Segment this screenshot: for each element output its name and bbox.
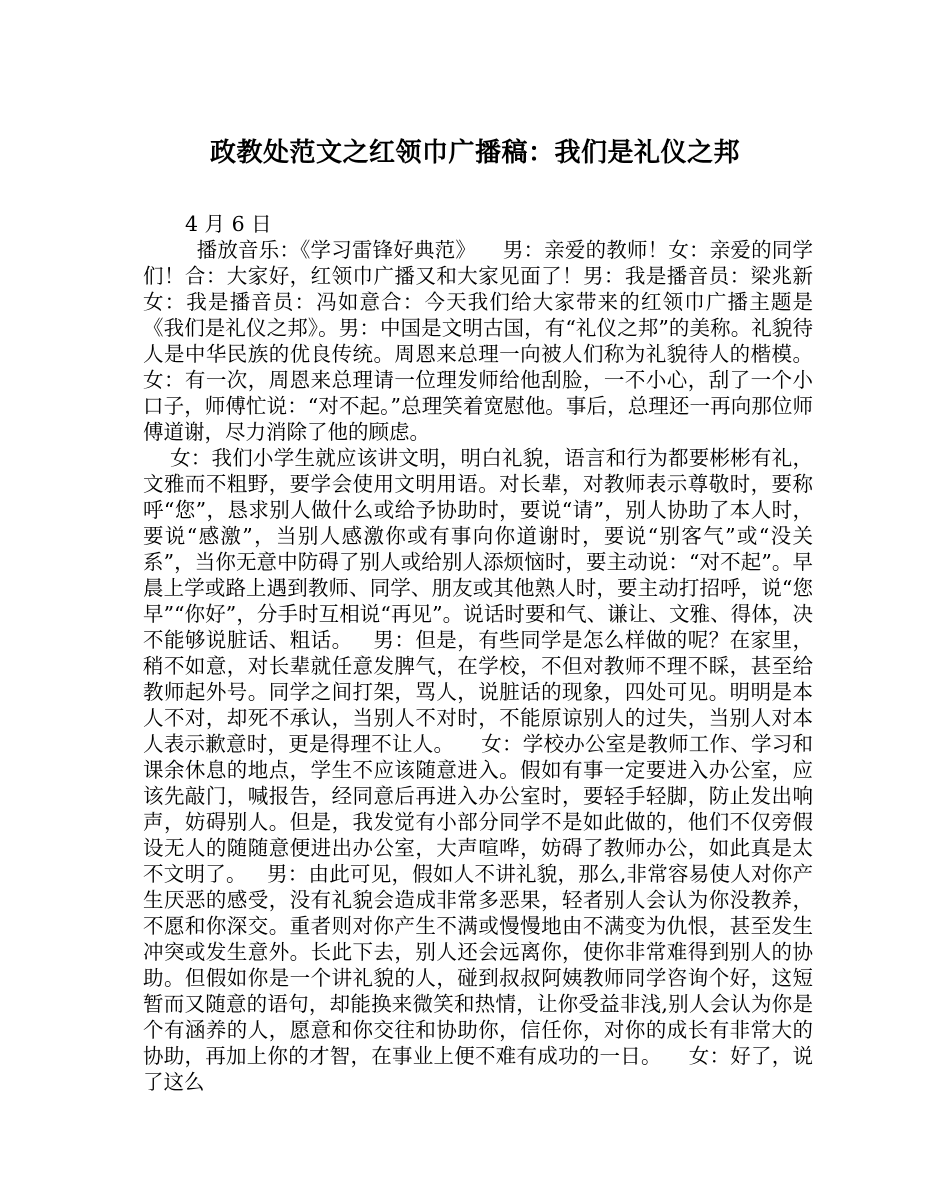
paragraph: 播放音乐：《学习雷锋好典范》 男：亲爱的教师！女：亲爱的同学们！合：大家好，红领巾广播又和大家见面了！男：我是播音员：梁兆新女：我是播音员：冯如意合：今天我们给大家带来的红领巾广播主题是《我们是礼仪之邦》。男：中国是文明古国，有“礼仪之邦”的美称。礼貌待人是中华民族的优良传统。周恩来总理一向被人们称为礼貌待人的楷模。女：有一次，周恩来总理请一位理发师给他刮脸，一不小心，刮了一个小口子，师傅忙说：“对不起。”总理笑着宽慰他。事后，总理还一再向那位师傅道谢，尽力消除了他的顾虑。: [143, 238, 813, 444]
document-date: 4 月 6 日: [185, 212, 272, 236]
document-title: 政教处范文之红领巾广播稿：我们是礼仪之邦: [209, 138, 740, 168]
paragraph: 女：我们小学生就应该讲文明，明白礼貌，语言和行为都要彬彬有礼，文雅而不粗野，要学会使用文明用语。对长辈，对教师表示尊敬时，要称呼“您”，恳求别人做什么或给予协助时，要说“请”，别人协助了本人时，要说“感激”，当别人感激你或有事向你道谢时，要说“别客气”或“没关系”，当你无意中防碍了别人或给别人添烦恼时，要主动说：“对不起”。早晨上学或路上遇到教师、同学、朋友或其他熟人时，要主动打招呼，说“您早”“你好”，分手时互相说“再见”。说话时要和气、谦让、文雅、得体，决不能够说脏话、粗话。 男：但是，有些同学是怎么样做的呢？在家里，稍不如意，对长辈就任意发脾气，在学校，不但对教师不理不睬，甚至给教师起外号。同学之间打架，骂人，说脏话的现象，四处可见。明明是本人不对，却死不承认，当别人不对时，不能原谅别人的过失，当别人对本人表示歉意时，更是得理不让人。 女：学校办公室是教师工作、学习和课余休息的地点，学生不应该随意进入。假如有事一定要进入办公室，应该先敲门，喊报告，经同意后再进入办公室时，要轻手轻脚，防止发出响声，妨碍别人。但是，我发觉有小部分同学不是如此做的，他们不仅旁假设无人的随随意便进出办公室，大声喧哗，妨碍了教师办公，如此真是太不文明了。 男：由此可见，假如人不讲礼貌，那么,非常容易使人对你产生厌恶的感受，没有礼貌会造成非常多恶果，轻者别人会认为你没教养，不愿和你深交。重者则对你产生不满或慢慢地由不满变为仇恨，甚至发生冲突或发生意外。长此下去，别人还会远离你，使你非常难得到别人的协助。但假如你是一个讲礼貌的人，碰到叔叔阿姨教师同学咨询个好，这短暂而又随意的语句，却能换来微笑和热情，让你受益非浅,别人会认为你是个有涵养的人，愿意和你交往和协助你，信任你，对你的成长有非常大的协助，再加上你的才智，在事业上便不难有成功的一日。 女：好了，说了这么: [143, 446, 813, 1094]
document-body: [143, 211, 813, 1095]
